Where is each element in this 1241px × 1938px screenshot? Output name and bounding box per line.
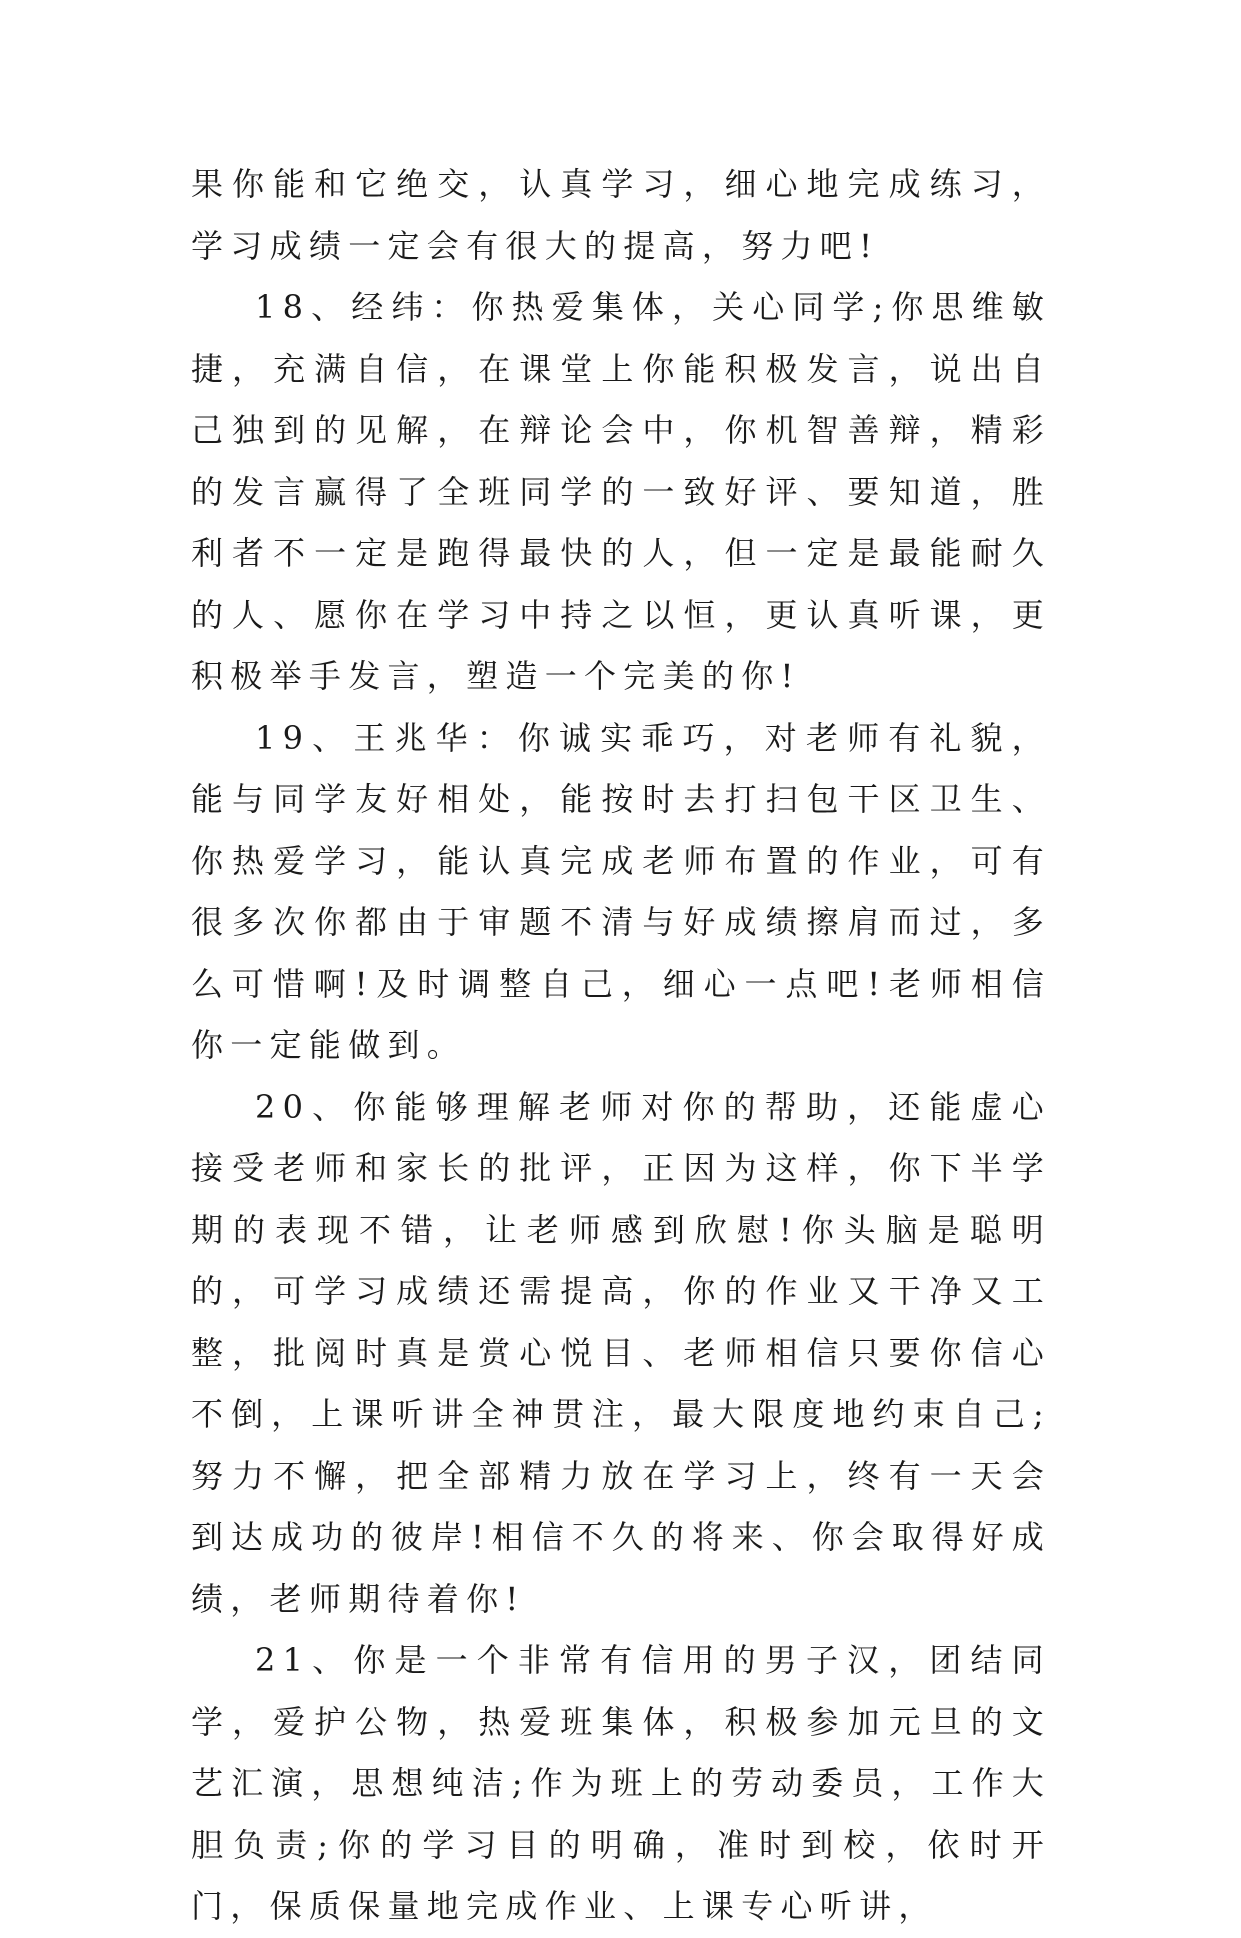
paragraph-continuation: 果你能和它绝交，认真学习，细心地完成练习，学习成绩一定会有很大的提高，努力吧! [191, 165, 1051, 265]
paragraph-comment-21: 21、你是一个非常有信用的男子汉，团结同学，爱护公物，热爱班集体，积极参加元旦的文艺汇演，思想纯洁;作为班上的劳动委员，工作大胆负责;你的学习目的明确，准时到校，依时开门，保质保量地完成作业、上课专心听讲， [191, 1641, 1051, 1925]
paragraph-comment-19: 19、王兆华：你诚实乖巧，对老师有礼貌，能与同学友好相处，能按时去打扫包干区卫生、你热爱学习，能认真完成老师布置的作业，可有很多次你都由于审题不清与好成绩擦肩而过，多么可惜啊!及时调整自己，细心一点吧!老师相信你一定能做到。 [191, 718, 1051, 1064]
document-body [191, 154, 1051, 1938]
paragraph-comment-18: 18、经纬：你热爱集体，关心同学;你思维敏捷，充满自信，在课堂上你能积极发言，说出自己独到的见解，在辩论会中，你机智善辩，精彩的发言赢得了全班同学的一致好评、要知道，胜利者不一定是跑得最快的人，但一定是最能耐久的人、愿你在学习中持之以恒，更认真听课，更积极举手发言，塑造一个完美的你! [191, 288, 1051, 695]
paragraph-comment-20: 20、你能够理解老师对你的帮助，还能虚心接受老师和家长的批评，正因为这样，你下半学期的表现不错，让老师感到欣慰!你头脑是聪明的，可学习成绩还需提高，你的作业又干净又工整，批阅时真是赏心悦目、老师相信只要你信心不倒，上课听讲全神贯注，最大限度地约束自己;努力不懈，把全部精力放在学习上，终有一天会到达成功的彼岸!相信不久的将来、你会取得好成绩，老师期待着你! [191, 1087, 1051, 1618]
